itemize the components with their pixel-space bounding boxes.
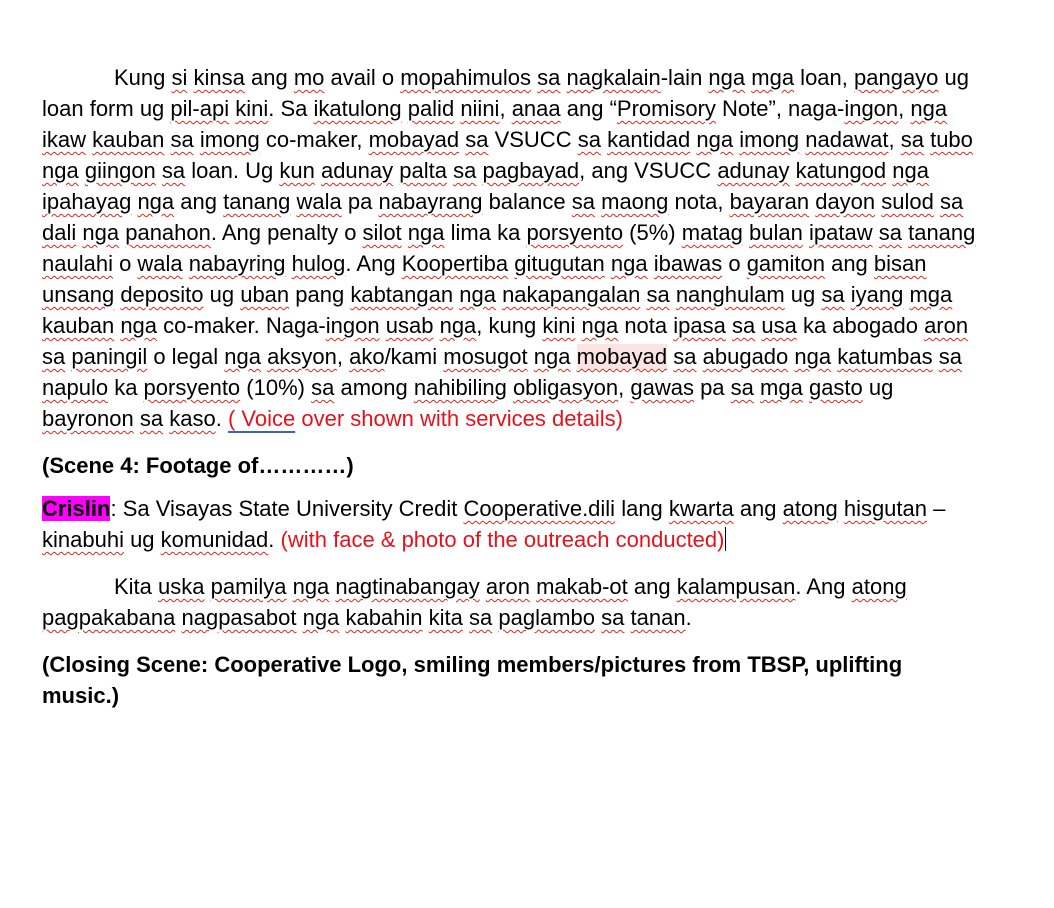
misspelled-word: sa [601,605,625,630]
misspelled-word: sa [577,127,601,152]
misspelled-word: kabahin [345,605,423,630]
text-run: . Ang [345,251,402,276]
misspelled-word: nga [696,127,734,152]
misspelled-word: Koopertiba [401,251,509,276]
paragraph-promissory-note [42,62,982,434]
misspelled-word: uban [240,282,290,307]
misspelled-word: sa [571,189,595,214]
misspelled-word: katungod [795,158,887,183]
misspelled-word: hisgutan [843,496,928,521]
misspelled-word: sa [139,406,164,431]
misspelled-word: nga [910,96,948,121]
misspelled-word: tanang [908,220,976,245]
misspelled-word: unsang [42,282,115,307]
misspelled-word: nga [42,158,79,183]
misspelled-word: dayon [815,189,876,214]
text-cursor [725,527,726,551]
text-run: ug [862,375,894,400]
text-run: ka [108,375,144,400]
misspelled-word: giingon [84,158,156,183]
text-run: co-maker. Naga- [157,313,326,338]
misspelled-word: nga [533,344,571,369]
misspelled-word: makab-ot [536,574,628,599]
misspelled-word: kwarta [668,496,734,521]
text-run: (5%) [623,220,682,245]
text-run [570,344,576,369]
misspelled-word: imong [739,127,800,152]
misspelled-word: sa [878,220,902,245]
misspelled-word: palid [407,96,455,121]
text-run: . [268,527,281,552]
text-run: , [888,127,901,152]
misspelled-word: ingon [844,96,899,121]
misspelled-word: napulo [42,375,109,400]
misspelled-word: nga [137,189,175,214]
misspelled-word: sa [673,344,697,369]
misspelled-word: kauban [92,127,165,152]
text-run: pang [289,282,351,307]
text-run: , [499,96,512,121]
misspelled-word: sa [161,158,186,183]
misspelled-word: kalampusan [676,574,796,599]
misspelled-word: kinabuhi [42,527,124,552]
paragraph-crislin [42,493,982,555]
text-run: ang [733,496,783,521]
closing-scene-heading: (Closing Scene: Cooperative Logo, smiling members/pictures from TBSP, uplifting music.) [42,652,903,708]
text-run: pa [693,375,731,400]
misspelled-word: kaso [169,406,216,431]
text-run: -lain [660,65,709,90]
text-run: . Ang penalty o [210,220,363,245]
text-run: ang [244,65,294,90]
text-run: co-maker, [259,127,369,152]
misspelled-word: adunay [717,158,790,183]
misspelled-word: kun [279,158,315,183]
misspelled-word: usab [385,313,434,338]
misspelled-word: deposito [120,282,204,307]
misspelled-word: sa [311,375,335,400]
misspelled-word: nahibiling [413,375,507,400]
misspelled-word: sulod [881,189,934,214]
misspelled-word: ako [349,344,385,369]
misspelled-word: bisan [873,251,927,276]
misspelled-word: hulog [291,251,346,276]
misspelled-word: aron [924,313,969,338]
misspelled-word: nga [892,158,929,183]
text-run: Kita [114,574,159,599]
misspelled-word: sa [537,65,561,90]
text-run: o [722,251,747,276]
paragraph-family [42,571,982,633]
misspelled-word: nga [224,344,261,369]
misspelled-word: kini [235,96,269,121]
misspelled-word: pil-api [170,96,230,121]
misspelled-word: adunay [320,158,394,183]
speaker-label: Crislin [42,496,111,521]
text-run: ug loan form ug [42,65,970,121]
text-run: ug [203,282,241,307]
misspelled-word: sa [731,313,756,338]
text-run: VSUCC [488,127,578,152]
misspelled-word: paglambo [498,605,596,630]
misspelled-word: uska [158,574,205,599]
misspelled-word: si [171,65,188,90]
stage-direction-text: (with face & photo of the outreach conducted) [280,527,725,552]
misspelled-word: abugado [702,344,789,369]
misspelled-word: gawas [630,375,694,400]
text-run: nota, [668,189,730,214]
misspelled-word: sa [900,127,924,152]
misspelled-word: nga [292,574,330,599]
misspelled-word: atong [851,574,907,599]
text-run: balance [482,189,572,214]
misspelled-word: nga [82,220,120,245]
misspelled-word: obligasyon [512,375,619,400]
text-run: – [927,496,946,521]
misspelled-word: nga [439,313,477,338]
misspelled-word: kauban [42,313,115,338]
misspelled-word: sa [453,158,477,183]
misspelled-word: nga [610,251,648,276]
misspelled-word: nadawat [805,127,889,152]
stage-direction-text: over shown with services details) [295,406,623,431]
misspelled-word: nga [459,282,496,307]
misspelled-word: nga [794,344,832,369]
crislin-line [42,496,945,552]
misspelled-word: ipasa [673,313,726,338]
text-run: ang “ [560,96,617,121]
misspelled-word: pagpakabana [42,605,176,630]
misspelled-word: bayronon [42,406,134,431]
misspelled-word: wala [296,189,342,214]
text-run: ug [784,282,822,307]
text-run: (10%) [240,375,312,400]
text-run: o [112,251,138,276]
text-run: loan. Ug [185,158,280,183]
misspelled-word: usa [761,313,797,338]
misspelled-word: anaa [511,96,561,121]
misspelled-word: ikaw [42,127,87,152]
text-run: : Sa Visayas State University Credit [110,496,464,521]
misspelled-word: sa [465,127,489,152]
misspelled-word: tubo [930,127,973,152]
misspelled-word: wala [137,251,183,276]
misspelled-word: atong [782,496,838,521]
misspelled-word: gitugutan [514,251,605,276]
misspelled-word: sa [469,605,493,630]
text-run: , [898,96,911,121]
text-run: ang [824,251,874,276]
misspelled-word: mga [909,282,953,307]
text-run: , [336,344,350,369]
misspelled-word: ibawas [653,251,723,276]
text-run: among [334,375,414,400]
text-run: /kami [384,344,444,369]
misspelled-word: kabtangan [350,282,454,307]
text-run: ang [174,189,224,214]
text-run: avail o [324,65,401,90]
misspelled-word: nga [120,313,158,338]
misspelled-word: niini [460,96,500,121]
misspelled-word: porsyento [143,375,241,400]
misspelled-word: ipataw [809,220,873,245]
text-run: ka abogado [796,313,925,338]
misspelled-word: paningil [71,344,148,369]
text-run: . Sa [268,96,314,121]
misspelled-word: panahon [125,220,211,245]
text-run: . [685,605,692,630]
misspelled-word: mobayad [368,127,460,152]
text-run: . Ang [795,574,852,599]
misspelled-word: mo [293,65,325,90]
text-run: Note”, naga- [715,96,845,121]
misspelled-word: mga [760,375,803,400]
misspelled-word: mobayad [576,344,668,369]
misspelled-word: katumbas [837,344,933,369]
text-run: Kung [114,65,172,90]
misspelled-word: nanghulam [675,282,785,307]
text-run: lima ka [444,220,527,245]
text-run: , kung [476,313,543,338]
misspelled-word: nagkalain [566,65,661,90]
misspelled-word: nabayring [188,251,286,276]
misspelled-word: ingon [325,313,380,338]
misspelled-word: nabayrang [378,189,483,214]
misspelled-word: maong [601,189,669,214]
misspelled-word: ipahayag [42,189,132,214]
misspelled-word: bayaran [729,189,810,214]
misspelled-word: sa [646,282,670,307]
misspelled-word: nagtinabangay [335,574,480,599]
misspelled-word: tanan [630,605,686,630]
misspelled-word: mopahimulos [400,65,532,90]
misspelled-word: pagbayad [482,158,580,183]
misspelled-word: sa [940,189,964,214]
misspelled-word: mosugot [443,344,528,369]
misspelled-word: ikatulong [313,96,402,121]
misspelled-word: iyang [850,282,904,307]
text-run: pa [341,189,379,214]
misspelled-word: aksyon [267,344,337,369]
misspelled-word: kini [542,313,576,338]
misspelled-word: pangayo [854,65,939,90]
document-body[interactable] [42,62,982,723]
misspelled-word: porsyento [526,220,624,245]
misspelled-word: aron [485,574,530,599]
misspelled-word: kita [428,605,463,630]
scene-4-heading: (Scene 4: Footage of…………) [42,453,354,478]
misspelled-word: gamiton [746,251,825,276]
misspelled-word: nakapangalan [502,282,641,307]
misspelled-word: kantidad [607,127,691,152]
text-run: o legal [147,344,225,369]
misspelled-word: dali [42,220,77,245]
misspelled-word: Cooperative.dili [463,496,616,521]
misspelled-word: sa [821,282,845,307]
misspelled-word: imong [199,127,260,152]
misspelled-word: mga [751,65,795,90]
stage-direction-link: ( Voice [227,406,296,431]
misspelled-word: sa [730,375,754,400]
text-run: ang [627,574,677,599]
misspelled-word: nga [708,65,746,90]
text-run: . [215,406,228,431]
misspelled-word: palta [399,158,447,183]
text-run: ug [123,527,161,552]
misspelled-word: tanang [223,189,291,214]
misspelled-word: sa [938,344,963,369]
misspelled-word: nga [302,605,340,630]
misspelled-word: silot [362,220,402,245]
misspelled-word: Promisory [616,96,716,121]
text-run: loan, [794,65,854,90]
misspelled-word: sa [170,127,194,152]
misspelled-word: sa [42,344,66,369]
misspelled-word: bulan [749,220,803,245]
text-run: , [618,375,631,400]
misspelled-word: gasto [808,375,863,400]
text-run: nota [618,313,674,338]
text-run: , ang VSUCC [579,158,718,183]
misspelled-word: nga [407,220,445,245]
misspelled-word: matag [681,220,743,245]
misspelled-word: naulahi [42,251,113,276]
misspelled-word: komunidad [160,527,269,552]
misspelled-word: nagpasabot [181,605,297,630]
misspelled-word: nga [581,313,619,338]
misspelled-word: pamilya [210,574,287,599]
text-run: lang [615,496,669,521]
misspelled-word: kinsa [193,65,245,90]
